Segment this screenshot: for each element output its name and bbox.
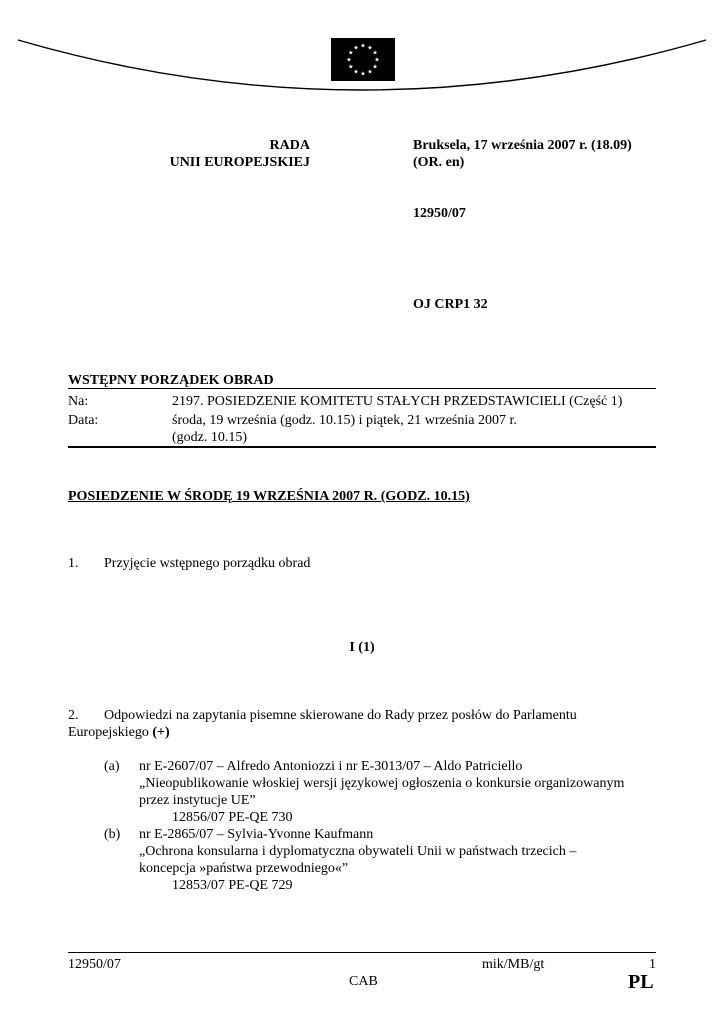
flag-star: ★ <box>367 45 373 52</box>
section-marker: I (1) <box>349 640 375 655</box>
flag-star: ★ <box>372 64 378 71</box>
subitem-a-reference: 12856/07 PE-QE 730 <box>172 810 293 825</box>
flag-star: ★ <box>372 50 378 57</box>
date-label: Data: <box>68 413 99 428</box>
flag-star: ★ <box>348 50 354 57</box>
agenda-divider-top <box>68 388 656 389</box>
eu-flag-logo <box>331 38 395 81</box>
subitem-b-label: (b) <box>104 827 121 842</box>
to-value: 2197. POSIEDZENIE KOMITETU STAŁYCH PRZEDSTAWICIELI (Część 1) <box>172 394 623 409</box>
flag-star: ★ <box>367 69 373 76</box>
flag-star: ★ <box>360 43 366 50</box>
document-code: OJ CRP1 32 <box>413 297 488 312</box>
subitem-b-line3: koncepcja »państwa przewodniego«” <box>139 861 349 876</box>
item-2-text-line2 <box>68 724 170 741</box>
subitem-b-line2: „Ochrona konsularna i dyplomatyczna obywateli Unii w państwach trzecich – <box>139 844 577 859</box>
footer-divider <box>68 952 656 953</box>
agenda-divider-bottom <box>68 446 656 448</box>
item-2-number: 2. <box>68 708 79 723</box>
subitem-a-line1: nr E-2607/07 – Alfredo Antoniozzi i nr E-3013/07 – Aldo Patriciello <box>139 759 523 774</box>
footer-doc-number: 12950/07 <box>68 957 121 972</box>
agenda-title: WSTĘPNY PORZĄDEK OBRAD <box>68 373 274 388</box>
council-name-line1: RADA <box>269 138 310 153</box>
flag-star: ★ <box>348 64 354 71</box>
footer-language: PL <box>628 971 654 993</box>
session-heading: POSIEDZENIE W ŚRODĘ 19 WRZEŚNIA 2007 R. (GODZ. 10.15) <box>68 489 470 504</box>
subitem-b-line1: nr E-2865/07 – Sylvia-Yvonne Kaufmann <box>139 827 374 842</box>
flag-star: ★ <box>360 71 366 78</box>
item-1-text: Przyjęcie wstępnego porządku obrad <box>104 556 311 571</box>
item-2-flag: (+) <box>152 725 170 740</box>
subitem-a-line3: przez instytucje UE” <box>139 793 256 808</box>
flag-star: ★ <box>353 69 359 76</box>
original-language: (OR. en) <box>413 155 465 170</box>
subitem-a-line2: „Nieopublikowanie włoskiej wersji językowej ogłoszenia o konkursie organizowanym <box>139 776 625 791</box>
to-label: Na: <box>68 394 89 409</box>
footer-unit: CAB <box>349 974 378 989</box>
footer-initials: mik/MB/gt <box>482 957 545 972</box>
date-line: Bruksela, 17 września 2007 r. (18.09) <box>413 138 632 153</box>
item-2-text-prefix: Europejskiego <box>68 725 153 740</box>
eu-stars-icon <box>331 38 395 81</box>
document-number: 12950/07 <box>413 206 466 221</box>
date-value-line1: środa, 19 września (godz. 10.15) i piątek, 21 września 2007 r. <box>172 413 517 428</box>
flag-star: ★ <box>374 57 380 64</box>
item-1-number: 1. <box>68 556 79 571</box>
date-value-line2: (godz. 10.15) <box>172 430 248 445</box>
subitem-b-reference: 12853/07 PE-QE 729 <box>172 878 293 893</box>
flag-star: ★ <box>353 45 359 52</box>
council-name-line2: UNII EUROPEJSKIEJ <box>169 155 310 170</box>
subitem-a-label: (a) <box>104 759 120 774</box>
item-2-text-line1: Odpowiedzi na zapytania pisemne skierowane do Rady przez posłów do Parlamentu <box>104 708 577 723</box>
flag-star: ★ <box>346 57 352 64</box>
footer-page-number: 1 <box>649 957 656 972</box>
